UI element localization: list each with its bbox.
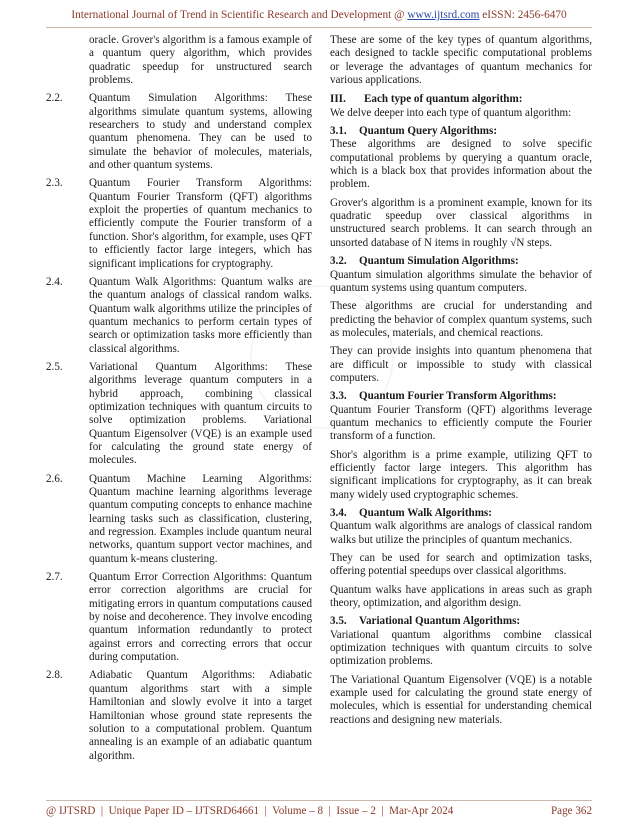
subsection-number: 3.3. [330,390,347,403]
paragraph: Quantum walk algorithms are analogs of classical random walks but utilize the principles of quantum mechanics. [330,520,592,546]
header-divider [46,27,592,28]
list-item [46,669,312,762]
subsection-number: 3.1. [330,125,347,138]
paragraph: The Variational Quantum Eigensolver (VQE) is a notable example used for calculating the ground state energy of molecules, which is essential for understanding chemical reactions and designing new materials. [330,673,592,726]
item-text: Quantum Fourier Transform Algorithms: Quantum Fourier Transform (QFT) algorithms exploit the properties of quantum mechanics to efficiently compute the Fourier transform of a function. Shor's algorithm, for example, uses QFT to efficiently factor large integers, which has significant implications for cryptography. [89,177,312,270]
subsection-number: 3.2. [330,255,347,268]
subsection-heading [330,615,592,628]
paragraph: They can be used for search and optimization tasks, offering potential speedups over classical algorithms. [330,552,592,578]
subsection-title: Quantum Query Algorithms: [359,125,498,138]
footer-divider [46,800,592,801]
paragraph: These algorithms are designed to solve specific computational problems by querying a quantum oracle, which is a black box that provides information about the problem. [330,138,592,191]
section-intro: We delve deeper into each type of quantum algorithm: [330,106,572,119]
paragraph: They can provide insights into quantum phenomena that are difficult or impossible to study with classical computers. [330,345,592,384]
paragraph: Quantum walks have applications in areas such as graph theory, optimization, and algorithm design. [330,583,592,610]
subsection-title: Quantum Fourier Transform Algorithms: [359,390,557,403]
list-item [46,571,312,664]
item-number: 2.5. [46,360,63,373]
paragraph: Variational quantum algorithms combine classical optimization techniques with quantum circuits to solve optimization problems. [330,628,592,668]
summary-paragraph: These are some of the key types of quantum algorithms, each designed to tackle specific computational problems or leverage the advantages of quantum mechanics for various applications. [330,34,592,87]
paragraph: Grover's algorithm is a prominent example, known for its quadratic speedup over classical algorithms in unstructured search problems. It can search through an unsorted database of N items in roughly √N steps. [330,196,592,249]
subsection-title: Quantum Simulation Algorithms: [359,255,519,268]
list-item [46,177,312,270]
paragraph: Quantum simulation algorithms simulate the behavior of quantum systems using quantum computers. [330,268,592,294]
subsection-number: 3.5. [330,615,347,628]
section-heading [330,93,592,106]
subsection-heading [330,125,592,138]
left-column [46,34,312,763]
subsection-heading [330,390,592,403]
item-number: 2.6. [46,472,63,485]
section-number: III. [330,93,346,106]
header-prefix: International Journal of Trend in Scientific Research and Development @ [71,9,408,21]
paragraph: Shor's algorithm is a prime example, utilizing QFT to efficiently factor large integers. This algorithm has significant implications for cryptography, as it can break many widely used cryptographic schemes. [330,448,592,501]
continued-paragraph: oracle. Grover's algorithm is a famous example of a quantum query algorithm, which provides quadratic speedup for unstructured search problems. [89,34,312,87]
item-text: Adiabatic Quantum Algorithms: Adiabatic quantum algorithms start with a simple Hamiltonian and slowly evolve it into a target Hamiltonian whose ground state represents the solution to a computational problem. Quantum annealing is an example of an adiabatic quantum algorithm. [89,669,312,762]
item-number: 2.4. [46,275,63,288]
page-footer [46,805,592,817]
item-text: Quantum Error Correction Algorithms: Quantum error correction algorithms are crucial for mitigating errors in quantum computations caused by noise and decoherence. They involve encoding quantum information redundantly to protect against errors and correcting errors that occur during computation. [89,571,312,664]
item-number: 2.8. [46,669,63,682]
item-text: Quantum Simulation Algorithms: These algorithms simulate quantum systems, allowing researchers to study and understand complex quantum phenomena. They can be used to simulate the behavior of molecules, materials, and other quantum systems. [89,92,312,172]
subsection-title: Variational Quantum Algorithms: [359,615,521,628]
item-number: 2.3. [46,177,63,190]
paragraph: These algorithms are crucial for understanding and predicting the behavior of complex quantum systems, such as molecules, materials, and chemical reactions. [330,300,592,339]
item-text: Quantum Machine Learning Algorithms: Quantum machine learning algorithms leverage quantum computing concepts to enhance machine learning tasks such as classification, clustering, and regression. Examples include quantum neural networks, quantum support vector machines, and quantum k-means clustering. [89,472,312,565]
subsection-heading [330,255,592,268]
subsection-title: Quantum Walk Algorithms: [359,507,492,519]
item-text: Variational Quantum Algorithms: These algorithms leverage quantum computers in a hybrid approach, combining classical optimization techniques with quantum circuits to solve optimization problems. Variational Quantum Eigensolver (VQE) is an example used for calculating the ground state energy of molecules. [89,360,312,467]
paragraph: Quantum Fourier Transform (QFT) algorithms leverage quantum mechanics to efficiently compute the Fourier transform of a function. [330,403,592,443]
list-item [46,92,312,172]
item-number: 2.7. [46,571,63,584]
item-number: 2.2. [46,92,63,105]
list-item [46,361,312,468]
section-title: Each type of quantum algorithm: [364,93,523,106]
footer-citation: @ IJTSRD | Unique Paper ID – IJTSRD64661 | Volume – 8 | Issue – 2 | Mar-Apr 2024 [46,805,454,817]
subsection-heading [330,507,592,520]
right-column [330,34,592,732]
item-text: Quantum Walk Algorithms: Quantum walks are the quantum analogs of classical random walks. Quantum walk algorithms utilize the principles of quantum mechanics to perform certain types of search or optimization tasks more efficiently than classical algorithms. [89,275,312,355]
page-number: Page 362 [551,805,592,817]
header-suffix: eISSN: 2456-6470 [479,9,567,21]
subsection-number: 3.4. [330,507,347,519]
list-item [46,276,312,356]
journal-website-link[interactable]: www.ijtsrd.com [407,9,480,21]
journal-header [0,9,638,21]
list-item [46,473,312,566]
